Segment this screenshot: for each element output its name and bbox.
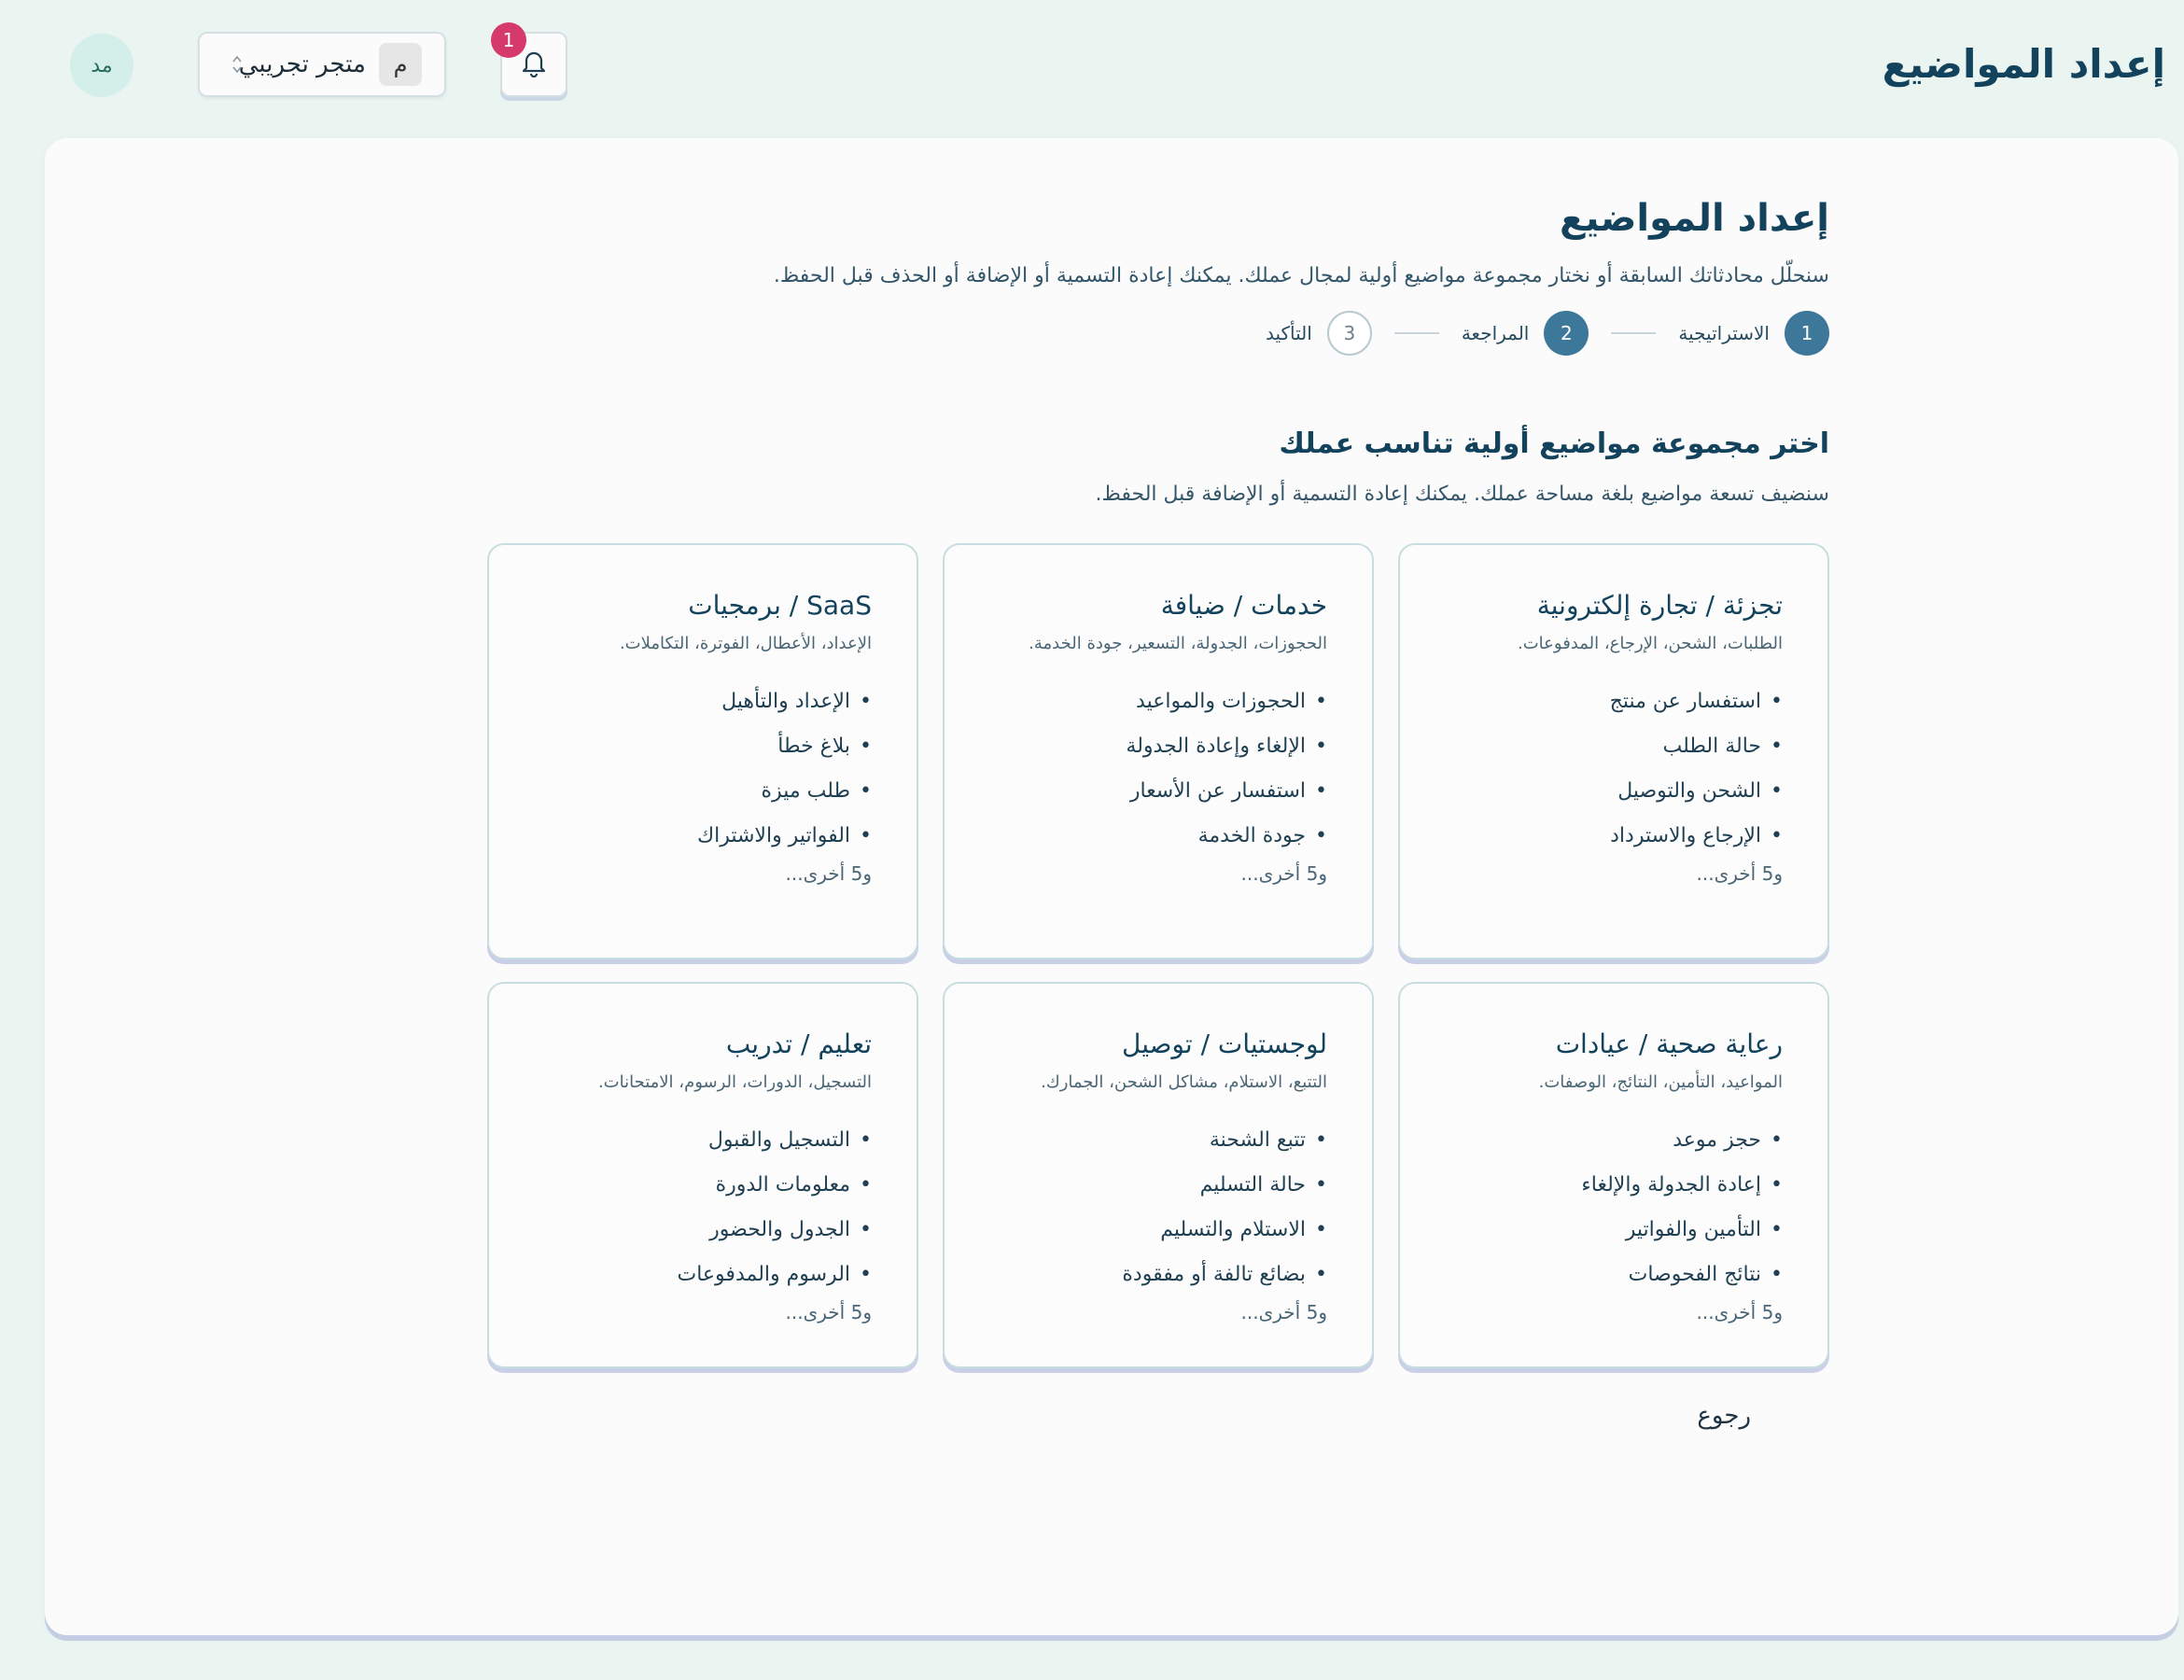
topic-item: • بضائع تالفة أو مفقودة <box>989 1253 1327 1297</box>
user-avatar[interactable]: مد <box>70 34 133 97</box>
preset-card-services[interactable] <box>943 543 1374 959</box>
wizard-stepper <box>485 308 1829 358</box>
step-label: المراجعة <box>1461 322 1530 344</box>
store-name: متجر تجريبي <box>238 50 366 78</box>
card-subtitle: التسجيل، الدورات، الرسوم، الامتحانات. <box>597 1072 872 1092</box>
top-bar <box>0 0 2184 131</box>
card-subtitle: الطلبات، الشحن، الإرجاع، المدفوعات. <box>1518 634 1783 653</box>
card-title: لوجستيات / توصيل <box>1122 1029 1327 1059</box>
topic-item: • الاستلام والتسليم <box>989 1208 1327 1253</box>
topic-item: • طلب ميزة <box>534 769 872 814</box>
card-title: SaaS / برمجيات <box>688 590 872 621</box>
topic-item: • الفواتير والاشتراك <box>534 814 872 859</box>
preset-cards-grid <box>485 543 1829 1368</box>
section-title: اختر مجموعة مواضيع أولية تناسب عملك <box>1279 427 1829 460</box>
back-button[interactable]: رجوع <box>1697 1402 1751 1430</box>
topic-item: • تتبع الشحنة <box>989 1118 1327 1163</box>
card-title: تجزئة / تجارة إلكترونية <box>1536 590 1783 621</box>
topic-list <box>989 679 1327 859</box>
topic-item: • الجدول والحضور <box>534 1208 872 1253</box>
card-title: رعاية صحية / عيادات <box>1555 1029 1783 1059</box>
topic-item: • إعادة الجدولة والإلغاء <box>1445 1163 1783 1208</box>
step-confirm[interactable] <box>1266 311 1372 356</box>
step-strategy[interactable] <box>1678 311 1829 356</box>
step-separator <box>1394 332 1439 334</box>
topic-item: • الإرجاع والاسترداد <box>1445 814 1783 859</box>
step-label: الاستراتيجية <box>1678 322 1770 344</box>
app-title: إعداد المواضيع <box>1882 41 2165 87</box>
topic-list <box>1445 1118 1783 1297</box>
more-topics-label: و5 أخرى... <box>1240 862 1327 885</box>
topic-item: • حالة التسليم <box>989 1163 1327 1208</box>
topic-list <box>534 1118 872 1297</box>
topic-item: • نتائج الفحوصات <box>1445 1253 1783 1297</box>
step-number: 1 <box>1785 311 1829 356</box>
step-review[interactable] <box>1462 311 1589 356</box>
section-description: سنضيف تسعة مواضيع بلغة مساحة عملك. يمكنك إعادة التسمية أو الإضافة قبل الحفظ. <box>1095 483 1829 506</box>
card-subtitle: المواعيد، التأمين، النتائج، الوصفات. <box>1538 1072 1783 1092</box>
topic-item: • الرسوم والمدفوعات <box>534 1253 872 1297</box>
topic-item: • معلومات الدورة <box>534 1163 872 1208</box>
sort-updown-icon <box>231 54 243 75</box>
topic-item: • الحجوزات والمواعيد <box>989 679 1327 724</box>
page-description: سنحلّل محادثاتك السابقة أو نختار مجموعة مواضيع أولية لمجال عملك. يمكنك إعادة التسمية أو الإضافة أو الحذف قبل الحفظ. <box>773 264 1829 287</box>
more-topics-label: و5 أخرى... <box>1696 1301 1783 1323</box>
store-selector[interactable] <box>198 32 446 97</box>
topic-item: • حالة الطلب <box>1445 724 1783 769</box>
more-topics-label: و5 أخرى... <box>1696 862 1783 885</box>
notification-count-badge: 1 <box>491 22 526 58</box>
more-topics-label: و5 أخرى... <box>1240 1301 1327 1323</box>
topic-item: • استفسار عن الأسعار <box>989 769 1327 814</box>
topic-list <box>989 1118 1327 1297</box>
page-title: إعداد المواضيع <box>1560 197 1829 240</box>
step-number: 2 <box>1544 311 1589 356</box>
preset-card-healthcare[interactable] <box>1398 982 1829 1368</box>
topic-list <box>1445 679 1783 859</box>
card-subtitle: الإعداد، الأعطال، الفوترة، التكاملات. <box>619 634 872 653</box>
wizard-content <box>485 192 1829 1368</box>
topic-item: • الشحن والتوصيل <box>1445 769 1783 814</box>
card-subtitle: الحجوزات، الجدولة، التسعير، جودة الخدمة. <box>1029 634 1327 653</box>
preset-card-logistics[interactable] <box>943 982 1374 1368</box>
preset-card-retail[interactable] <box>1398 543 1829 959</box>
topic-item: • الإلغاء وإعادة الجدولة <box>989 724 1327 769</box>
card-subtitle: التتبع، الاستلام، مشاكل الشحن، الجمارك. <box>1041 1072 1327 1092</box>
topic-item: • الإعداد والتأهيل <box>534 679 872 724</box>
more-topics-label: و5 أخرى... <box>785 862 872 885</box>
bell-icon <box>520 48 548 81</box>
store-initial-badge: م <box>379 43 422 86</box>
preset-card-saas[interactable] <box>487 543 918 959</box>
topic-item: • استفسار عن منتج <box>1445 679 1783 724</box>
more-topics-label: و5 أخرى... <box>785 1301 872 1323</box>
step-number: 3 <box>1327 311 1372 356</box>
topic-item: • التسجيل والقبول <box>534 1118 872 1163</box>
step-separator <box>1611 332 1656 334</box>
card-title: خدمات / ضيافة <box>1160 590 1327 621</box>
main-panel <box>45 138 2178 1635</box>
card-title: تعليم / تدريب <box>725 1029 872 1059</box>
topic-item: • حجز موعد <box>1445 1118 1783 1163</box>
preset-card-education[interactable] <box>487 982 918 1368</box>
topic-item: • جودة الخدمة <box>989 814 1327 859</box>
topic-list <box>534 679 872 859</box>
topic-item: • بلاغ خطأ <box>534 724 872 769</box>
topic-item: • التأمين والفواتير <box>1445 1208 1783 1253</box>
step-label: التأكيد <box>1265 322 1312 344</box>
